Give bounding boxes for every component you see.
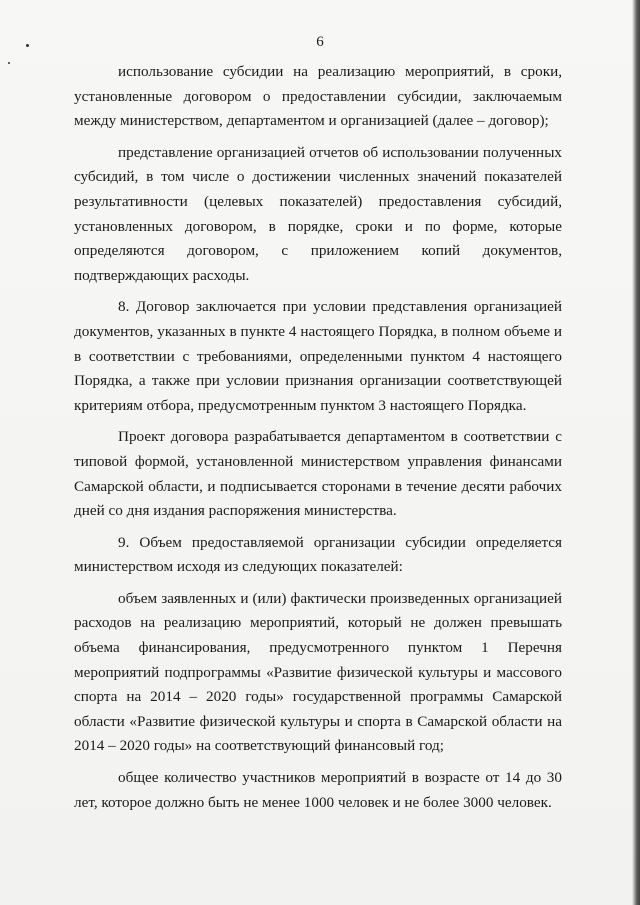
scan-edge-shadow [632,0,640,905]
paragraph-subsidy-usage: использование субсидии на реализацию мероприятий, в сроки, установленные договором о предоставлении субсидии, заключаемым между министерством, департаментом и организацией (далее – договор); [74,63,562,130]
paragraph-clause-8: 8. Договор заключается при условии представления организацией документов, указанных в пункте 4 настоящего Порядка, в полном объеме и в соответствии с требованиями, определенными пунктом 4 настоящего Порядка, а также при условии признания организации соответствующей критериям отбора, предусмотренным пунктом 3 настоящего Порядка. [74,298,562,414]
paragraph-reporting: представление организацией отчетов об использовании полученных субсидий, в том числе о достижении численных значений показателей результативности (целевых показателей) предоставления субсидий, установленных договором, в порядке, сроки и по форме, которые определяются договором, с приложением копий документов, подтверждающих расходы. [74,143,562,284]
paragraph-clause-9: 9. Объем предоставляемой организации субсидии определяется министерством исходя из следующих показателей: [74,533,562,576]
paragraph-participants-count: общее количество участников мероприятий в возрасте от 14 до 30 лет, которое должно быть не менее 1000 человек и не более 3000 человек. [74,769,562,811]
document-body [74,60,562,822]
paragraph-expenses-volume: объем заявленных и (или) фактически произведенных организацией расходов на реализацию мероприятий, который не должен превышать объема финансирования, предусмотренного пунктом 1 Перечня мероприятий подпрограммы «Развитие физической культуры и массового спорта на 2014 – 2020 годы» государственной программы Самарской области «Развитие физической культуры и спорта в Самарской области на 2014 – 2020 годы» на соответствующий финансовый год; [74,589,562,755]
scan-speck [8,62,10,64]
paragraph-draft-contract: Проект договора разрабатывается департаментом в соответствии с типовой формой, установленной министерством управления финансами Самарской области, и подписывается сторонами в течение десяти рабочих дней со дня издания распоряжения министерства. [74,428,562,520]
page-number: 6 [316,34,324,50]
